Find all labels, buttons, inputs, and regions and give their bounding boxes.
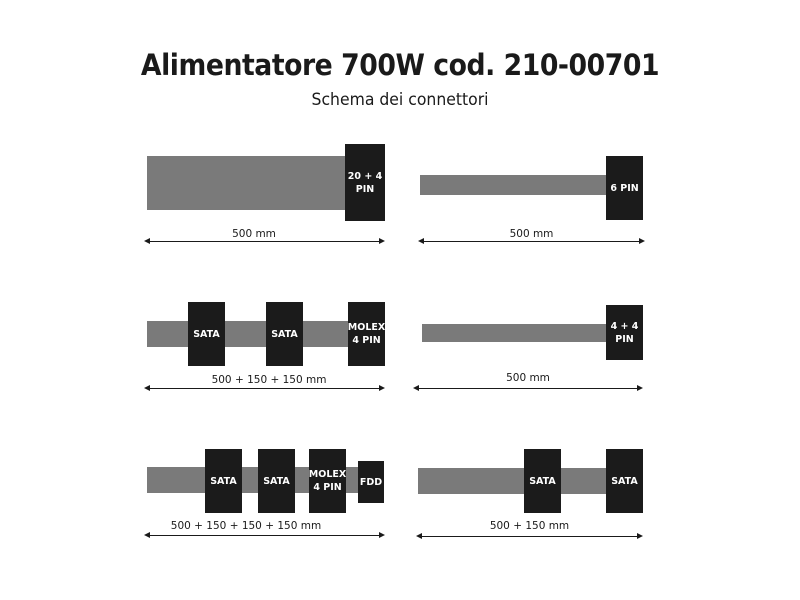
connector-sata: SATA: [258, 449, 295, 513]
cable-length-label: 500 + 150 mm: [489, 520, 570, 532]
connector-6-pin: 6 PIN: [606, 156, 643, 220]
cable-length-label: 500 mm: [509, 228, 554, 240]
cable-wire: [420, 175, 610, 195]
cable-length-label: 500 + 150 + 150 mm: [211, 374, 327, 386]
cable-length-label: 500 mm: [506, 372, 550, 384]
connector-sata: SATA: [524, 449, 561, 513]
connector-sata: SATA: [188, 302, 225, 366]
connector-sata: SATA: [266, 302, 303, 366]
connector-molex-4-pin: MOLEX 4 PIN: [348, 302, 385, 366]
cable-wire: [422, 324, 610, 342]
dimension-arrow: [416, 531, 643, 542]
connector-fdd: FDD: [358, 461, 384, 503]
connector-atx-20-4-pin: 20 + 4 PIN: [345, 144, 385, 221]
connector-molex-4-pin: MOLEX 4 PIN: [309, 449, 346, 513]
connector-sata: SATA: [606, 449, 643, 513]
cable-length-label: 500 mm: [232, 228, 276, 240]
page-subtitle: Schema dei connettori: [311, 90, 489, 110]
page-title: Alimentatore 700W cod. 210-00701: [140, 48, 660, 82]
connector-sata: SATA: [205, 449, 242, 513]
cable-wire: [418, 468, 610, 494]
cable-wire: [147, 156, 347, 210]
dimension-arrow: [413, 383, 643, 394]
cable-wire: [147, 321, 351, 347]
cable-length-label: 500 + 150 + 150 + 150 mm: [170, 520, 322, 532]
connector-eps-4-4-pin: 4 + 4 PIN: [606, 305, 643, 360]
